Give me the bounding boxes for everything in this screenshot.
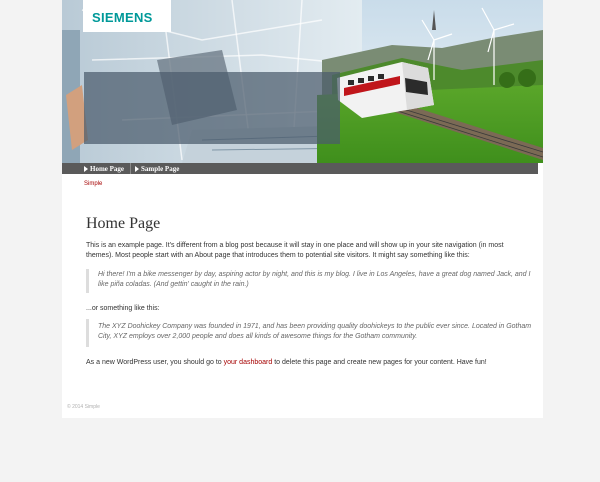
logo-area[interactable] [83, 0, 171, 32]
site-tagline: Simple [84, 181, 103, 187]
siemens-logo[interactable]: SIEMENS [92, 10, 153, 25]
banner-overlay [84, 72, 340, 144]
nav-item-label: Home Page [90, 164, 125, 173]
blockquote-1-text: Hi there! I'm a bike messenger by day, aspiring actor by night, and this is my blog. I live in Los Angeles, have a great dog named Jack, and I like piña coladas. (And gettin' caught in the rain.) [98, 271, 531, 288]
dashboard-link[interactable]: your dashboard [223, 359, 273, 366]
triangle-right-icon [84, 166, 88, 172]
final-paragraph [86, 358, 487, 368]
page-container [62, 0, 543, 418]
final-text-before: As a new WordPress user, you should go to [86, 359, 224, 366]
navigation-bar [62, 163, 538, 174]
header-banner-image [62, 0, 543, 163]
footer-copyright: © 2014 Simple [67, 404, 100, 410]
intro-paragraph: This is an example page. It's different from a blog post because it will stay in one place and will show up in your site navigation (in most themes). Most people start with an About page that introduces them to potential site visitors. It might say something like this: [86, 242, 504, 259]
nav-item-label: Sample Page [141, 164, 180, 173]
page-title: Home Page [86, 215, 161, 232]
triangle-right-icon [135, 166, 139, 172]
blockquote-2-text: The XYZ Doohickey Company was founded in 1971, and has been providing quality doohickeys to the public ever since. Located in Gotham City, XYZ employs over 2,000 people and does all kinds of awesome things for the Gotham community. [98, 323, 532, 340]
or-paragraph: ...or something like this: [86, 305, 160, 312]
blockquote-2 [86, 319, 538, 347]
nav-item-sample[interactable] [130, 163, 185, 174]
blockquote-1 [86, 269, 538, 293]
final-text-after: to delete this page and create new pages for your content. Have fun! [272, 359, 487, 366]
nav-item-home[interactable] [62, 163, 130, 174]
